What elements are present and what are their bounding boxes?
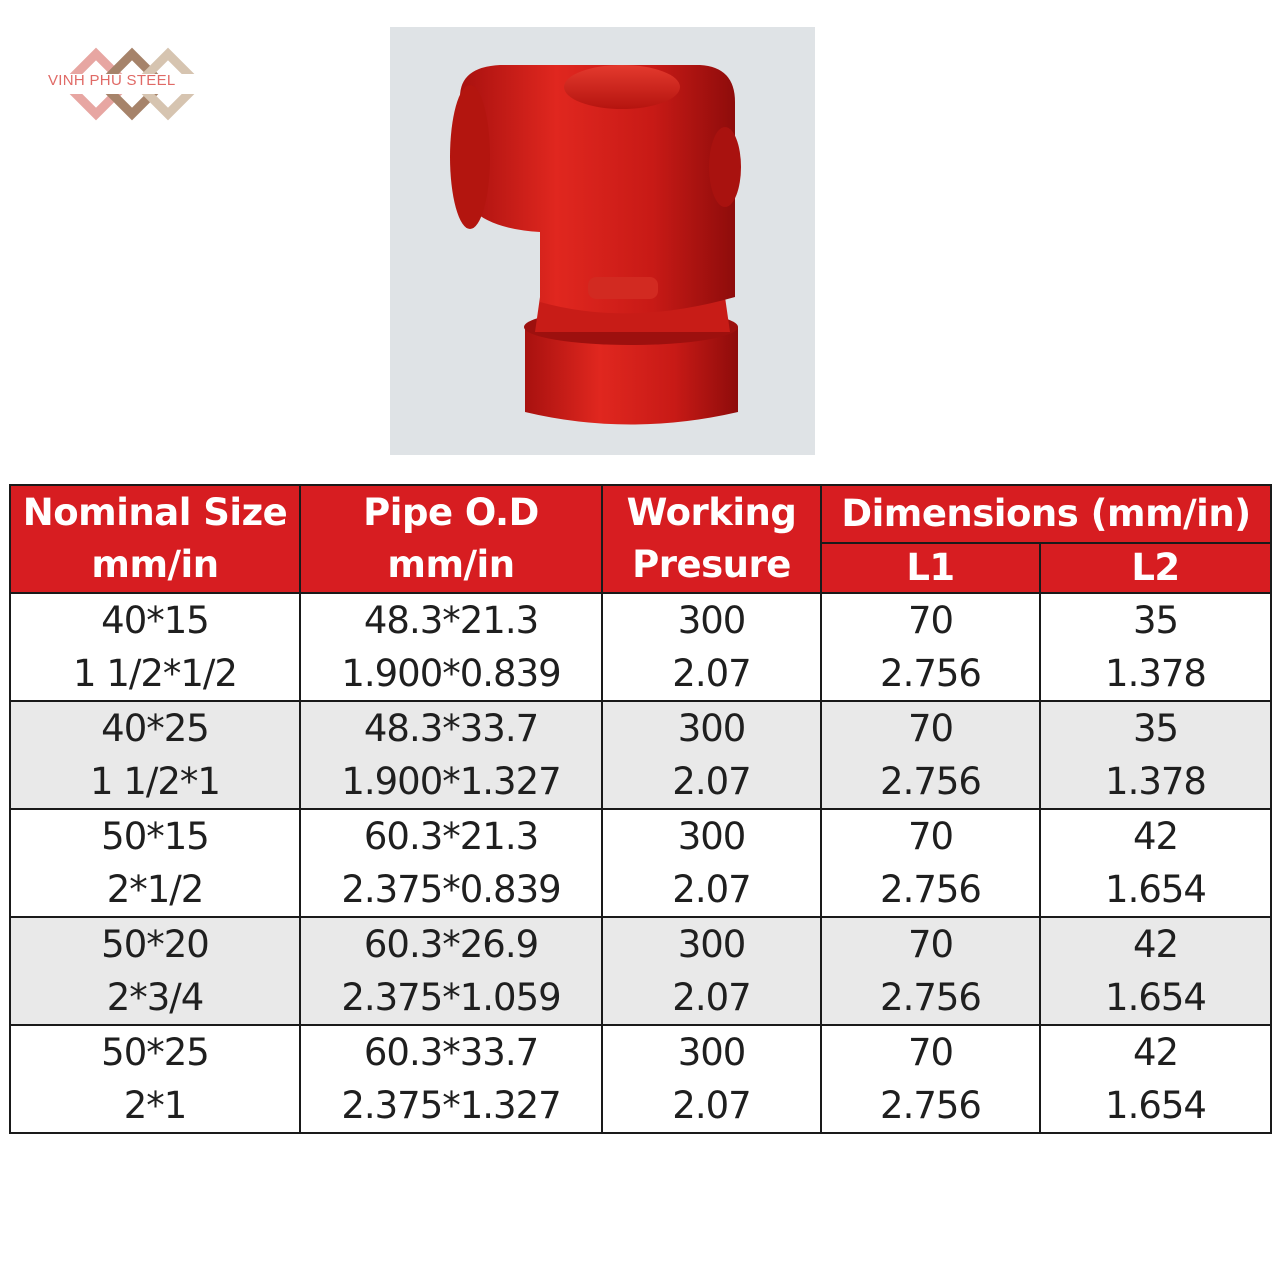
- cell-pipe-od: 60.3*26.9 2.375*1.059: [300, 917, 602, 1025]
- brand-logo-text: VINH PHU STEEL: [48, 72, 176, 89]
- cell-nominal: 50*15 2*1/2: [10, 809, 300, 917]
- cell-nominal: 50*20 2*3/4: [10, 917, 300, 1025]
- cell-l1: 70 2.756: [821, 809, 1040, 917]
- grooved-elbow-fitting-icon: [390, 27, 815, 455]
- cell-l2: 42 1.654: [1040, 917, 1271, 1025]
- cell-l1: 70 2.756: [821, 701, 1040, 809]
- cell-l2: 35 1.378: [1040, 701, 1271, 809]
- spec-table: [9, 484, 1272, 1134]
- header-working-pressure: Working Presure: [602, 485, 821, 593]
- product-photo: [390, 27, 815, 455]
- cell-l2: 42 1.654: [1040, 809, 1271, 917]
- table-row: [10, 1025, 1271, 1133]
- header-l1: L1: [821, 543, 1040, 593]
- cell-pressure: 300 2.07: [602, 593, 821, 701]
- cell-pressure: 300 2.07: [602, 809, 821, 917]
- cell-l1: 70 2.756: [821, 1025, 1040, 1133]
- cell-nominal: 40*15 1 1/2*1/2: [10, 593, 300, 701]
- cell-pipe-od: 48.3*21.3 1.900*0.839: [300, 593, 602, 701]
- header-dimensions: Dimensions (mm/in): [821, 485, 1271, 543]
- cell-pressure: 300 2.07: [602, 701, 821, 809]
- cell-l1: 70 2.756: [821, 917, 1040, 1025]
- cell-l1: 70 2.756: [821, 593, 1040, 701]
- cell-pipe-od: 48.3*33.7 1.900*1.327: [300, 701, 602, 809]
- table-row: [10, 917, 1271, 1025]
- header-nominal-size: Nominal Size mm/in: [10, 485, 300, 593]
- cell-pipe-od: 60.3*33.7 2.375*1.327: [300, 1025, 602, 1133]
- cell-nominal: 50*25 2*1: [10, 1025, 300, 1133]
- cell-pressure: 300 2.07: [602, 1025, 821, 1133]
- table-row: [10, 701, 1271, 809]
- header-pipe-od: Pipe O.D mm/in: [300, 485, 602, 593]
- header-l2: L2: [1040, 543, 1271, 593]
- table-row: [10, 809, 1271, 917]
- cell-l2: 42 1.654: [1040, 1025, 1271, 1133]
- cell-l2: 35 1.378: [1040, 593, 1271, 701]
- cell-pipe-od: 60.3*21.3 2.375*0.839: [300, 809, 602, 917]
- table-row: [10, 593, 1271, 701]
- cell-nominal: 40*25 1 1/2*1: [10, 701, 300, 809]
- cell-pressure: 300 2.07: [602, 917, 821, 1025]
